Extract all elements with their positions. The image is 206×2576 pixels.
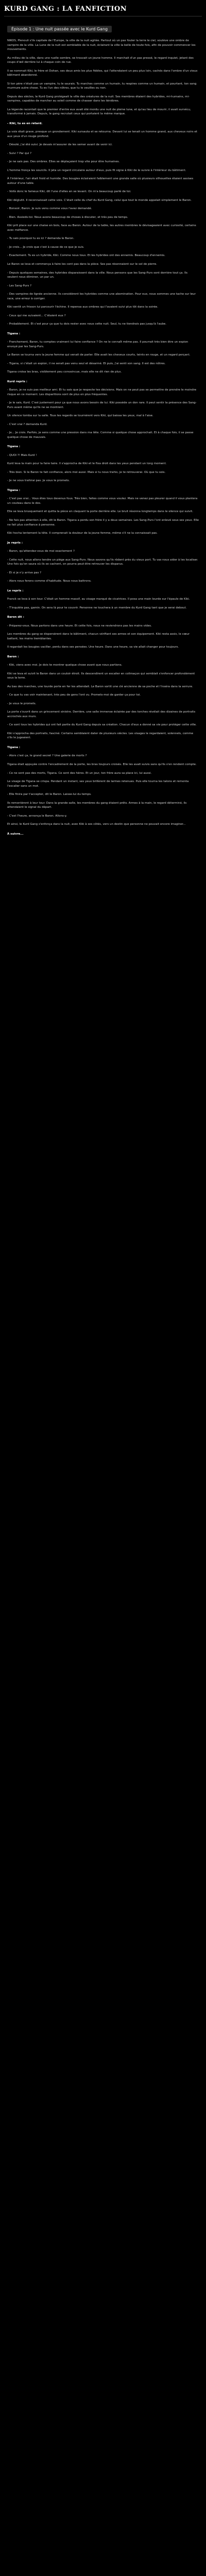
story-paragraph: - Suivi ? Par qui ? — [7, 151, 32, 155]
story-paragraph: Kiki s'approcha des portraits, fasciné. Certains semblaient dater de plusieurs siècles. Les visages le regardaient, solennels, comme s'ils le jugeaient. — [7, 732, 194, 740]
story-paragraph: - Ce que tu vas voir maintenant, très peu de gens l'ont vu. Promets-moi de garder ça pour toi. — [7, 693, 141, 697]
episode-title: Épisode 1 : Une nuit passée avec le Kurd Gang — [7, 26, 112, 32]
scene-line: À suivre... — [7, 832, 24, 836]
story-paragraph: Kiki se leva et suivit le Baron dans un couloir étroit. Ils descendirent un escalier en colimaçon qui semblait s'enfoncer profondément sous la terre. — [7, 672, 196, 680]
story-paragraph: Le visage de Tigana se crispa. Pendant un instant, ses yeux brillèrent de larmes retenues. Puis elle tourna les talons et remonta l'escalier sans un mot. — [7, 780, 190, 788]
scene-line: Tigana : — [7, 445, 21, 449]
story-paragraph: - Tigana, si c'était un espion, il ne serait pas venu seul et désarmé. Et puis, j'ai senti son sang. Il est des nôtres. — [7, 362, 166, 365]
story-paragraph: Kurd leva la main pour la faire taire. Il s'approcha de Kiki et le fixa droit dans les yeux pendant un long moment. — [7, 462, 167, 466]
story-paragraph: L'homme fronça les sourcils. Il jeta un regard circulaire autour d'eux, puis fit signe à Kiki de le suivre à l'intérieur du bâtiment. — [7, 168, 186, 172]
story-paragraph: Au bas des marches, une lourde porte en fer les attendait. Le Baron sortit une clé ancienne de sa poche et l'inséra dans la serrure. — [7, 685, 193, 688]
story-paragraph: - Je ne sais pas. Des ombres. Elles se déplaçaient trop vite pour être humaines. — [7, 160, 120, 164]
story-paragraph: - Je ne vous trahirai pas. Je vous le promets. — [7, 479, 70, 483]
story-paragraph: Le Baron se leva et commença à faire les cent pas dans la pièce. Ses pas résonnaient sur le sol de pierre. — [7, 262, 157, 266]
story-paragraph: - Des vampires de lignée ancienne. Ils considèrent les hybrides comme une abomination. Pour eux, nous sommes une tache sur leur race, une erreur à corriger. — [7, 293, 197, 300]
story-paragraph: Et ainsi, le Kurd Gang s'enfonça dans la nuit, avec Kiki à ses côtés, vers un destin que personne ne pouvait encore imaginer... — [7, 823, 186, 826]
story-paragraph: - Alors c'est ça, le grand secret ? Une galerie de morts ? — [7, 754, 87, 758]
story-paragraph: - Tu sais pourquoi tu es ici ? demanda le Baron. — [7, 237, 75, 241]
story-paragraph: Franck se leva à son tour. C'était un homme massif, au visage marqué de cicatrices. Il posa une main lourde sur l'épaule de Kiki. — [7, 598, 190, 601]
story-paragraph: - Préparez-vous. Nous partons dans une heure. Et cette fois, nous ne reviendrons pas les mains vides. — [7, 624, 152, 628]
story-paragraph: Kiki hocha lentement la tête. Il comprenait la douleur de la jeune femme, même s'il ne la connaissait pas. — [7, 532, 158, 535]
story-paragraph: Le Baron se tourna vers la jeune femme qui venait de parler. Elle avait les cheveux courts, teints en rouge, et un regard perçant. — [7, 353, 191, 357]
story-paragraph: - C'est pas vrai... Vous êtes tous devenus fous. Très bien, faites comme vous voulez. Mais ne venez pas pleurer quand il vous plantera un couteau dans le dos. — [7, 497, 199, 505]
story-paragraph: - Cette nuit, nous allons tendre un piège aux Sang-Purs. Nous savons qu'ils rôdent près du vieux port. Tu vas nous aider à les localiser. Une fois qu'on saura où ils se cachent, on pourra peut-être retrouver les disparus. — [7, 558, 199, 566]
story-paragraph: Elle se leva brusquement et quitta la pièce en claquant la porte derrière elle. Le bruit résonna longtemps dans le silence qui suivit. — [7, 510, 193, 514]
story-paragraph: - Je crois... Je crois que c'est à cause de ce que je suis. — [7, 245, 84, 249]
story-paragraph: - Les Sang-Purs ? — [7, 284, 32, 287]
story-paragraph: - C'est l'heure, annonça le Baron. Allons-y. — [7, 814, 67, 818]
story-paragraph: - Je vous le promets. — [7, 702, 37, 705]
page-header — [4, 5, 202, 16]
story-paragraph: Un silence tomba sur la salle. Tous les regards se tournèrent vers Kiki, qui baissa les yeux, mal à l'aise. — [7, 414, 153, 418]
story-paragraph: - Je le sais, Kurd. C'est justement pour ça que nous avons besoin de lui. Kiki possède un don rare. Il peut sentir la présence des Sang-Purs avant même qu'ils ne se montrent. — [7, 401, 197, 409]
story-paragraph: - T'inquiète pas, gamin. On sera là pour te couvrir. Personne ne touchera à un membre du Kurd Gang tant que je serai debout. — [7, 606, 187, 609]
story-paragraph: - Ceux qui me suivaient... C'étaient eux ? — [7, 314, 66, 317]
story-paragraph: - Ce sont tous les hybrides qui ont fait partie du Kurd Gang depuis sa création. Chacun d'eux a donné sa vie pour protéger cette ville. — [7, 723, 197, 727]
story-paragraph: Si ton père n'était pas un vampire, tu le saurais. Tu marches comme un humain, tu respires comme un humain, et pourtant, ton sang murmure autre chose. Tu es l'un des nôtres, que tu le veuilles ou non. — [7, 82, 198, 90]
story-paragraph: - Je... Je crois. Parfois, je sens comme une pression dans ma tête. Comme si quelque chose approchait. Et à chaque fois, il se passe quelque chose de mauvais. — [7, 431, 195, 439]
scene-line: Tigana : — [7, 745, 21, 749]
story-paragraph: Kiki prit place sur une chaise en bois, face au Baron. Autour de la table, les autres membres le dévisageaient avec curiosité, certains avec méfiance. — [7, 224, 197, 232]
scene-line: Tigana : — [7, 488, 21, 492]
story-paragraph: - QUOI ?! Mais Kurd ! — [7, 453, 37, 457]
scene-line: Je repris : — [7, 541, 23, 545]
story-paragraph: Tigana était appuyée contre l'encadrement de la porte, les bras toujours croisés. Elle les avait suivis sans qu'ils s'en rendent compte. — [7, 762, 197, 766]
scene-line: Tigana : — [7, 332, 21, 335]
scene-line: Le repris : — [7, 589, 24, 592]
scene-line: Baron dit : — [7, 616, 24, 619]
story-paragraph: Il se nommait Kiki, le frère et Dohan, ses deux amis les plus fidèles, qui l'attendaient un peu plus loin, cachés dans l'ombre d'un vieux bâtiment abandonné. — [7, 69, 199, 77]
story-paragraph: Il regardait les bougies vaciller, perdu dans ses pensées. Une heure. Dans une heure, sa vie allait changer pour toujours. — [7, 646, 179, 649]
story-paragraph: - Désolé, j'ai été suivi. Je devais m'assurer de les semer avant de venir ici. — [7, 143, 113, 147]
story-paragraph: Kiki déglutit. Il reconnaissait cette voix. C'était celle du chef du Kurd Gang, celui que tout le monde appelait simplement le Baron. — [7, 198, 192, 202]
story-paragraph: La porte s'ouvrit dans un grincement sinistre. Derrière, une salle immense éclairée par des torches révélait des dizaines de portraits accrochés aux murs. — [7, 710, 196, 718]
page-title: KURD GANG : LA FANFICTION — [4, 5, 127, 13]
story-paragraph: - Baron, qu'attendez-vous de moi exactement ? — [7, 550, 75, 553]
story-paragraph: - Bonsoir, Baron. Je suis venu comme vous l'avez demandé. — [7, 207, 92, 211]
story-paragraph: - C'est vrai ? demanda Kurd. — [7, 422, 47, 426]
story-paragraph: - Ce ne sont pas des morts, Tigana. Ce sont des héros. Et un jour, ton frère aura sa place ici, lui aussi. — [7, 771, 152, 775]
story-paragraph: Ils remontèrent à leur tour. Dans la grande salle, les membres du gang étaient prêts. Armes à la main, le regard déterminé, ils attendaient le signal du départ. — [7, 801, 188, 809]
scene-line: - Kiki, tu es en retard. — [7, 122, 43, 125]
scene-line: Kurd repris : — [7, 380, 28, 383]
story-paragraph: Depuis des siècles, le Kurd Gang protégeait la ville des créatures de la nuit. Ses membres étaient des hybrides, mi-humains, mi-vampires, capables de marcher au soleil comme de chasser dans les ténèbres. — [7, 95, 190, 103]
story-content — [7, 23, 199, 2576]
story-paragraph: La légende racontait que le premier d'entre eux avait été mordu une nuit de pleine lune, et qu'au lieu de mourir, il avait survécu, transformé à jamais. Depuis, le gang recrutait ceux qui portaient la même marque. — [7, 108, 192, 116]
story-paragraph: - Bien. Assieds-toi. Nous avons beaucoup de choses à discuter, et très peu de temps. — [7, 215, 128, 219]
story-paragraph: - Kiki, viens avec moi. Je dois te montrer quelque chose avant que nous partions. — [7, 664, 123, 667]
story-paragraph: Tigana croisa les bras, visiblement peu convaincue, mais elle ne dit rien de plus. — [7, 370, 122, 374]
story-paragraph: Les membres du gang se dispersèrent dans le bâtiment, chacun vérifiant ses armes et son équipement. Kiki resta assis, le cœur battant, les mains tremblantes. — [7, 633, 191, 640]
story-paragraph: À l'intérieur, l'air était froid et humide. Des bougies éclairaient faiblement une grande salle où plusieurs silhouettes étaient assises autour d'une table. — [7, 177, 194, 185]
story-paragraph: - Et si je n'y arrive pas ? — [7, 571, 42, 574]
story-paragraph: - Probablement. Et c'est pour ça que tu dois rester avec nous cette nuit. Seul, tu ne tiendrais pas jusqu'à l'aube. — [7, 323, 167, 326]
story-paragraph: - Elle finira par t'accepter, dit le Baron. Laisse-lui du temps. — [7, 793, 92, 796]
story-paragraph: - Baron, je ne suis pas meilleur ami. Et tu sais que je respecte tes décisions. Mais on ne peut pas se permettre de prendre le moindre risque en ce moment. Les disparitions sont de plus en plus fréquentes. — [7, 388, 197, 396]
scene-line: Baron : — [7, 655, 19, 658]
story-paragraph: - Depuis quelques semaines, des hybrides disparaissent dans la ville. Nous pensons que les Sang-Purs sont derrière tout ça. Ils veulent nous éliminer, un par un. — [7, 271, 188, 279]
story-paragraph: - Très bien. Si le Baron te fait confiance, alors moi aussi. Mais si tu nous trahis, je te retrouverai. Où que tu sois. — [7, 470, 166, 474]
story-paragraph: - Voilà donc le fameux Kiki, dit l'une d'elles en se levant. On m'a beaucoup parlé de toi. — [7, 190, 131, 194]
story-paragraph: - Franchement, Baron, tu comptes vraiment lui faire confiance ? On ne le connaît même pas. Il pourrait très bien être un espion envoyé par les Sang-Purs. — [7, 341, 190, 348]
story-paragraph: Kiki sentit un frisson lui parcourir l'échine. Il repensa aux ombres qui l'avaient suivi plus tôt dans la soirée. — [7, 306, 159, 309]
story-paragraph: - Ne fais pas attention à elle, dit le Baron. Tigana a perdu son frère il y a deux semaines. Les Sang-Purs l'ont enlevé sous ses yeux. Elle ne fait plus confiance à personne. — [7, 519, 200, 527]
story-paragraph: La voix était grave, presque un grondement. Kiki sursauta et se retourna. Devant lui se tenait un homme grand, aux cheveux noirs et aux yeux d'un rouge profond. — [7, 130, 198, 138]
story-paragraph: NIKOS, Plenouli s'ils capitale de l'Europe, la ville de la nuit agitée. Partout où un pas fouler la terre le ciel, soulève une ombre de vampire de la ville. La Lune de la nuit est semblable de la nuit, éclairant la ville la belle de toute fois, afin de pouvoir commencer les mouvements. — [7, 39, 197, 52]
story-paragraph: Au milieu de la ville, dans une ruelle sombre, se trouvait un jeune homme. Il marchait d'un pas pressé, le regard inquiet, jetant des coups d'œil derrière lui à chaque coin de rue. — [7, 56, 195, 64]
paragraph-list — [7, 39, 199, 836]
story-paragraph: - Exactement. Tu es un hybride, Kiki. Comme nous tous. Et les hybrides ont des ennemis. Beaucoup d'ennemis. — [7, 254, 165, 258]
story-paragraph: - Alors nous ferons comme d'habitude. Nous nous battrons. — [7, 580, 92, 583]
